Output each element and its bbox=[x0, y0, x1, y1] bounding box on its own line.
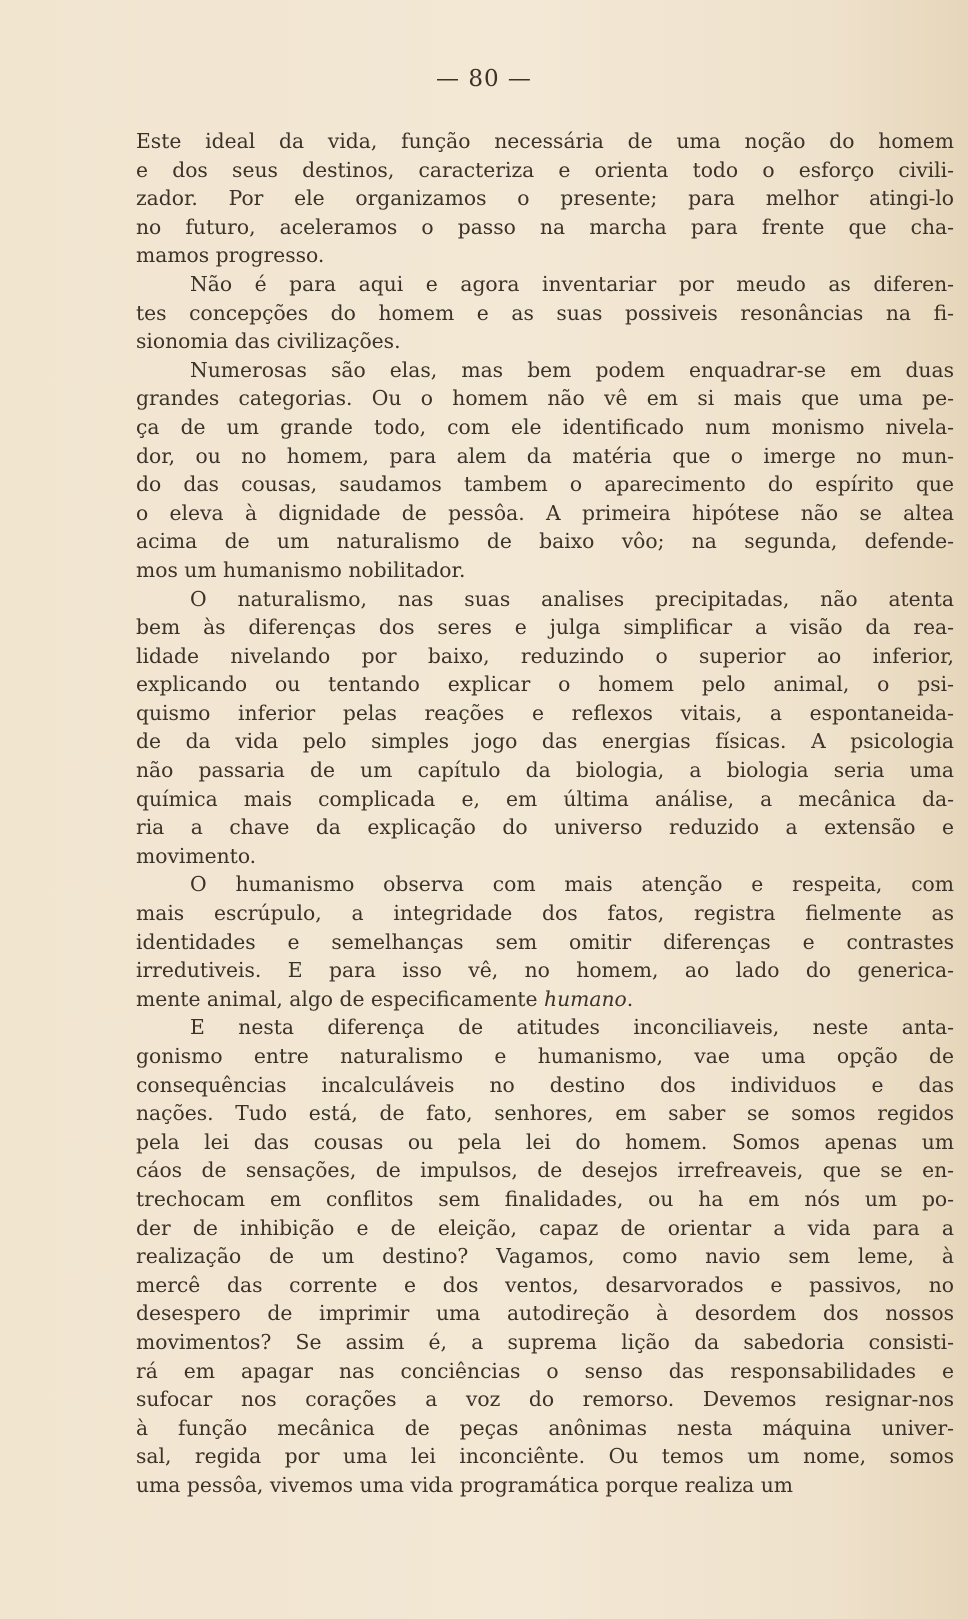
text-line: o eleva à dignidade de pessôa. A primeira hipótese não se altea bbox=[136, 500, 954, 525]
text-line: ria a chave da explicação do universo reduzido a extensão e bbox=[136, 815, 954, 840]
paragraph bbox=[136, 585, 954, 871]
text-line: tes concepções do homem e as suas possiveis resonâncias na fi- bbox=[136, 300, 954, 325]
text-line: Não é para aqui e agora inventariar por meudo as diferen- bbox=[190, 271, 954, 296]
text-line: lidade nivelando por baixo, reduzindo o superior ao inferior, bbox=[136, 643, 954, 668]
paragraph bbox=[136, 870, 954, 1013]
text-line: dor, ou no homem, para alem da matéria que o imerge no mun- bbox=[136, 443, 954, 468]
text-line: do das cousas, saudamos tambem o aparecimento do espírito que bbox=[136, 472, 954, 497]
text-line bbox=[136, 985, 954, 1014]
text-line: mercê das corrente e dos ventos, desarvorados e passivos, no bbox=[136, 1272, 954, 1297]
paragraph bbox=[136, 270, 954, 356]
text-fragment: . bbox=[626, 986, 634, 1011]
text-line: acima de um naturalismo de baixo vôo; na segunda, defende- bbox=[136, 529, 954, 554]
text-line: mamos progresso. bbox=[136, 243, 325, 268]
text-line: identidades e semelhanças sem omitir diferenças e contrastes bbox=[136, 929, 954, 954]
text-line: sal, regida por uma lei inconciênte. Ou temos um nome, somos bbox=[136, 1444, 954, 1469]
text-line: química mais complicada e, em última análise, a mecânica da- bbox=[136, 786, 954, 811]
text-line: não passaria de um capítulo da biologia, a biologia seria uma bbox=[136, 758, 954, 783]
text-line: grandes categorias. Ou o homem não vê em si mais que uma pe- bbox=[136, 386, 954, 411]
text-line: gonismo entre naturalismo e humanismo, vae uma opção de bbox=[136, 1044, 954, 1068]
text-line: zador. Por ele organizamos o presente; para melhor atingi-lo bbox=[136, 186, 954, 211]
text-line: no futuro, aceleramos o passo na marcha para frente que cha- bbox=[136, 214, 954, 239]
text-line: explicando ou tentando explicar o homem pelo animal, o psi- bbox=[136, 672, 954, 697]
text-line: realização de um destino? Vagamos, como navio sem leme, à bbox=[136, 1244, 954, 1269]
text-line: desespero de imprimir uma autodireção à desordem dos nossos bbox=[136, 1301, 954, 1326]
text-line: Este ideal da vida, função necessária de uma noção do homem bbox=[136, 129, 954, 153]
text-line: rá em apagar nas conciências o senso das responsabilidades e bbox=[136, 1358, 954, 1383]
text-line: irredutiveis. E para isso vê, no homem, ao lado do generica- bbox=[136, 958, 954, 983]
text-line: uma pessôa, vivemos uma vida programática porque realiza um bbox=[136, 1472, 794, 1497]
paragraph bbox=[136, 127, 954, 270]
text-line: pela lei das cousas ou pela lei do homem. Somos apenas um bbox=[136, 1129, 954, 1154]
text-line: cáos de sensações, de impulsos, de desejos irrefreaveis, que se en- bbox=[136, 1158, 954, 1183]
text-line: nações. Tudo está, de fato, senhores, em saber se somos regidos bbox=[136, 1101, 954, 1126]
text-line: movimento. bbox=[136, 843, 257, 868]
text-line: O humanismo observa com mais atenção e respeita, com bbox=[190, 872, 954, 897]
text-line: mos um humanismo nobilitador. bbox=[136, 557, 466, 582]
text-line: O naturalismo, nas suas analises precipitadas, não atenta bbox=[190, 586, 954, 611]
paragraph bbox=[136, 1013, 954, 1499]
text-line: sionomia das civilizações. bbox=[136, 329, 401, 354]
text-fragment: mente animal, algo de especificamente bbox=[136, 986, 545, 1011]
text-line: quismo inferior pelas reações e reflexos vitais, a espontaneida- bbox=[136, 700, 954, 725]
page-number: — 80 — bbox=[436, 66, 532, 92]
text-line: e dos seus destinos, caracteriza e orienta todo o esforço civili- bbox=[136, 157, 954, 182]
text-line: der de inhibição e de eleição, capaz de orientar a vida para a bbox=[136, 1215, 954, 1240]
text-line: ça de um grande todo, com ele identificado num monismo nivela- bbox=[136, 414, 954, 439]
text-line: movimentos? Se assim é, a suprema lição da sabedoria consisti- bbox=[136, 1329, 954, 1354]
paragraph bbox=[136, 356, 954, 585]
body-text bbox=[136, 127, 954, 1500]
text-line: Numerosas são elas, mas bem podem enquadrar-se em duas bbox=[190, 357, 954, 382]
text-line: E nesta diferença de atitudes inconciliaveis, neste anta- bbox=[190, 1015, 954, 1040]
text-line: sufocar nos corações a voz do remorso. Devemos resignar-nos bbox=[136, 1387, 954, 1412]
text-line: de da vida pelo simples jogo das energias físicas. A psicologia bbox=[136, 729, 954, 754]
text-line: trechocam em conflitos sem finalidades, ou ha em nós um po- bbox=[136, 1186, 954, 1211]
text-line: à função mecânica de peças anônimas nesta máquina univer- bbox=[136, 1415, 954, 1440]
text-line: mais escrúpulo, a integridade dos fatos, registra fielmente as bbox=[136, 901, 954, 926]
emphasized-word: humano bbox=[544, 986, 627, 1011]
text-line: consequências incalculáveis no destino dos individuos e das bbox=[136, 1072, 954, 1097]
text-line: bem às diferenças dos seres e julga simplificar a visão da rea- bbox=[136, 615, 954, 640]
